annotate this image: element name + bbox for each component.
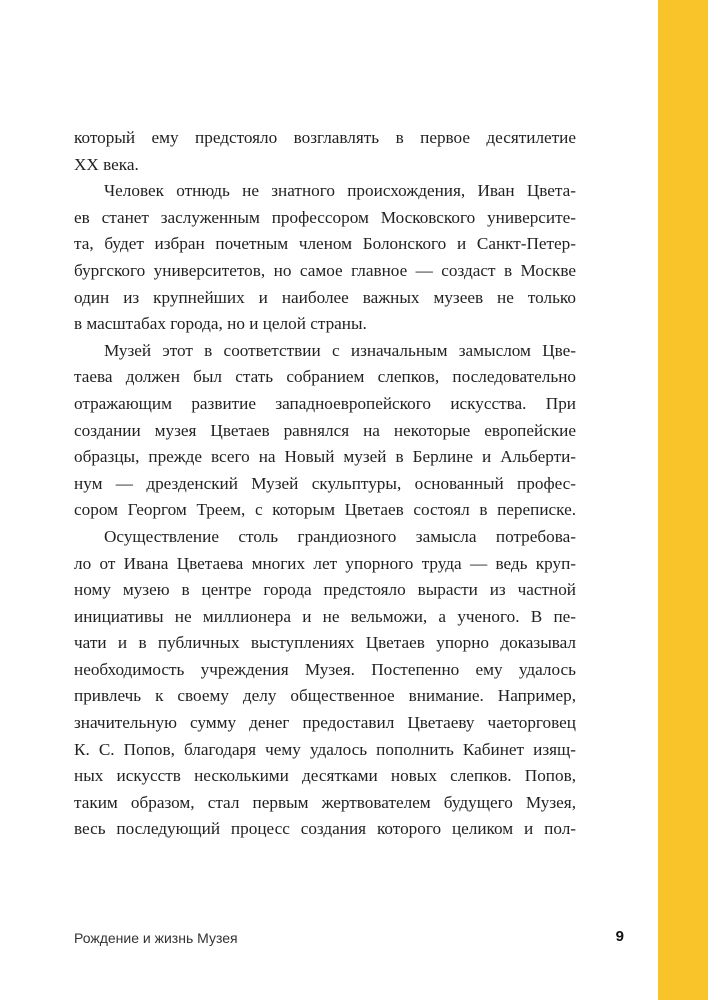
text-line: ев станет заслуженным профессором Московского университе- — [74, 207, 576, 227]
text-line: бургского университетов, но самое главное — создаст в Москве — [74, 260, 576, 280]
text-line: Музей этот в соответствии с изначальным замыслом Цве- — [104, 340, 576, 360]
text-line: таким образом, стал первым жертвователем будущего Музея, — [74, 792, 576, 812]
text-line: та, будет избран почетным членом Болонского и Санкт-Петер- — [74, 234, 576, 254]
text-line: ло от Ивана Цветаева многих лет упорного труда — ведь круп- — [74, 553, 576, 573]
running-title: Рождение и жизнь Музея — [74, 930, 238, 946]
page-number: 9 — [615, 928, 624, 945]
text-line: создании музея Цветаев равнялся на некоторые европейские — [74, 420, 576, 440]
text-line: нум — дрезденский Музей скульптуры, основанный профес- — [74, 473, 576, 493]
text-line: необходимость учреждения Музея. Постепенно ему удалось — [74, 659, 576, 679]
text-line: чати и в публичных выступлениях Цветаев упорно доказывал — [74, 633, 576, 653]
text-line: один из крупнейших и наиболее важных музеев не только — [74, 287, 576, 307]
text-line: образцы, прежде всего на Новый музей в Берлине и Альберти- — [74, 447, 576, 467]
text-line: Человек отнюдь не знатного происхождения, Иван Цвета- — [104, 181, 576, 201]
text-line: ных искусств несколькими десятками новых слепков. Попов, — [74, 766, 576, 786]
text-line: отражающим развитие западноевропейского искусства. При — [74, 393, 576, 413]
text-line: Осуществление столь грандиозного замысла потребова- — [104, 526, 576, 546]
yellow-side-band — [658, 0, 708, 1000]
text-line: таева должен был стать собранием слепков, последовательно — [74, 367, 576, 387]
text-line: в масштабах города, но и целой страны. — [74, 314, 367, 334]
text-line: XX века. — [74, 154, 139, 174]
text-line: привлечь к своему делу общественное внимание. Например, — [74, 686, 576, 706]
text-line: К. С. Попов, благодаря чему удалось пополнить Кабинет изящ- — [74, 739, 576, 759]
body-text — [74, 125, 576, 843]
text-line: инициативы не миллионера и не вельможи, а ученого. В пе- — [74, 606, 576, 626]
text-line: значительную сумму денег предоставил Цветаеву чаеторговец — [74, 713, 576, 733]
text-line: весь последующий процесс создания которого целиком и пол- — [74, 819, 576, 839]
text-line: ному музею в центре города предстояло вырасти из частной — [74, 580, 576, 600]
text-line: который ему предстояло возглавлять в первое десятилетие — [74, 128, 576, 147]
text-line: сором Георгом Треем, с которым Цветаев состоял в переписке. — [74, 500, 576, 520]
